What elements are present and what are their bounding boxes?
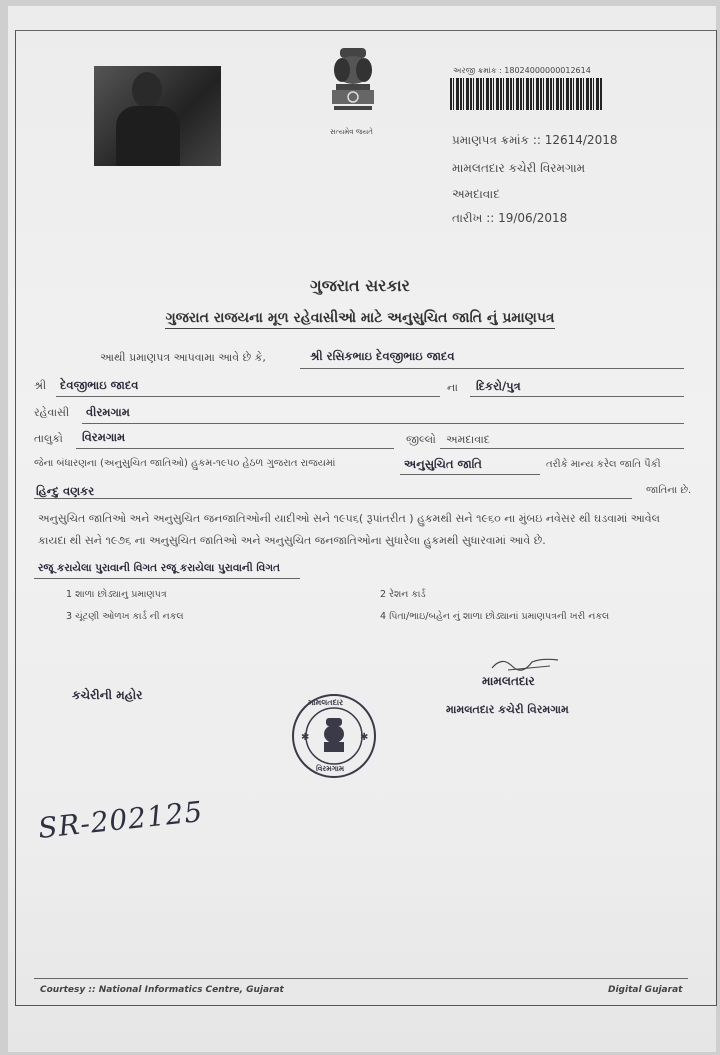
government-title: ગુજરાત સરકાર (310, 276, 410, 295)
resident-value: વીરમગામ (86, 405, 130, 419)
office-seal (290, 692, 378, 780)
father-prefix: શ્રી (34, 379, 47, 392)
handwritten-note-text: SR-202125 (36, 794, 205, 845)
emblem-caption: સત્યમેવ જયતે (330, 128, 373, 136)
district-line (440, 448, 684, 449)
seal-text: મામલતદાર (308, 698, 344, 707)
issuing-district: અમદાવાદ (452, 187, 500, 201)
relation-line (470, 396, 684, 397)
officer-title: મામલતદાર (482, 674, 535, 688)
caste-category: અનુસુચિત જાતિ (404, 457, 482, 471)
caste-name: હિન્દુ વણકર (36, 484, 95, 498)
taluka-line (76, 448, 394, 449)
relation-prefix: ના (447, 381, 458, 394)
legal-paragraph: અનુસુચિત જાતિઓ અને અનુસુચિત જનજાતિઓની યાદીઓ સને ૧૯૫૬( રૂપાંતરીત ) હુકમથી સને ૧૯૬૦ ના મુંબઇ નવેસર થી ઘડવામાં આવેલ કાયદા થી સને ૧૯૭૬ ના અનુસુચિત જાતિઓ અને અનુસુચિત જનજાતિઓના સુધારેલા હુકમથી સુધારવામાં આવે છે. (38, 512, 660, 547)
recognized-text: તરીકે માન્ય કરેલ જાતિ પૈકી (546, 459, 661, 470)
issue-date: તારીખ :: 19/06/2018 (452, 211, 568, 225)
photo-head (132, 72, 162, 108)
applicant-photo (94, 66, 221, 166)
evidence-item: 3 ચૂંટણી ઓળખ કાર્ડ ની નકલ (66, 611, 184, 622)
caste-suffix: જાતિના છે. (646, 485, 692, 496)
taluka-value: વિરમગામ (82, 430, 126, 444)
intro-text: આથી પ્રમાણપત્ર આપવામા આવે છે કે, (100, 351, 266, 364)
svg-text:✱: ✱ (301, 732, 310, 743)
evidence-item: 4 પિતા/ભાઇ/બહેન નું શાળા છોડ્યાનાં પ્રમાણપત્રની ખરી નકલ (380, 611, 610, 622)
applicant-name-line (300, 368, 684, 369)
application-number: અરજી ક્રમાંક : 18024000000012614 (453, 66, 591, 75)
certificate-number: પ્રમાણપત્ર ક્રમાંક :: 12614/2018 (452, 133, 618, 147)
issuing-office: મામલતદાર કચેરી વિરમગામ (452, 161, 586, 175)
seal-bottom-text: વિરમગામ (316, 764, 345, 773)
caste-category-line (400, 474, 540, 475)
evidence-heading-underline (34, 578, 300, 579)
resident-label: રહેવાસી (34, 406, 70, 419)
footer-divider (34, 978, 688, 979)
district-value: અમદાવાદ (446, 433, 490, 446)
state-emblem-icon (322, 44, 384, 128)
certificate-title (0, 310, 720, 326)
father-name-line (56, 396, 440, 397)
evidence-item: 2 રેશન કાર્ડ (380, 589, 426, 600)
svg-text:✱: ✱ (360, 732, 369, 743)
evidence-item: 1 શાળા છોડ્યાનુ પ્રમાણપત્ર (66, 589, 167, 600)
taluka-label: તાલુકો (34, 432, 63, 445)
handwritten-note (36, 794, 210, 872)
applicant-name: શ્રી રસિકભાઇ દેવજીભાઇ જાદવ (310, 349, 455, 363)
officer-office: મામલતદાર કચેરી વિરમગામ (446, 703, 569, 716)
caste-name-line (34, 498, 632, 499)
certificate-title-text: ગુજરાત રાજયના મૂળ રહેવાસીઓ માટે અનુસુચિત જાતિ નું પ્રમાણપત્ર (165, 310, 554, 329)
relation-value: દિકરો/પુત્ર (476, 379, 521, 393)
evidence-heading: રજૂ કરાયેલા પુરાવાની વિગત રજૂ કરાયેલા પુરાવાની વિગત (38, 562, 280, 574)
officer-signature (490, 652, 560, 674)
photo-body (116, 106, 180, 166)
father-name: દેવજીભાઇ જાદવ (60, 378, 139, 392)
barcode (450, 78, 602, 110)
constitution-text: જેના બંધારણના (અનુસુચિત જાતિઓ) હુકમ-૧૯૫૦ હેઠળ ગુજરાત રાજયમાં (34, 458, 336, 469)
footer-courtesy: Courtesy :: National Informatics Centre, Gujarat (40, 985, 284, 995)
district-label: જીલ્લો (406, 433, 436, 446)
footer-brand: Digital Gujarat (608, 985, 683, 995)
office-seal-label: કચેરીની મહોર (72, 688, 143, 702)
resident-line (82, 423, 684, 424)
